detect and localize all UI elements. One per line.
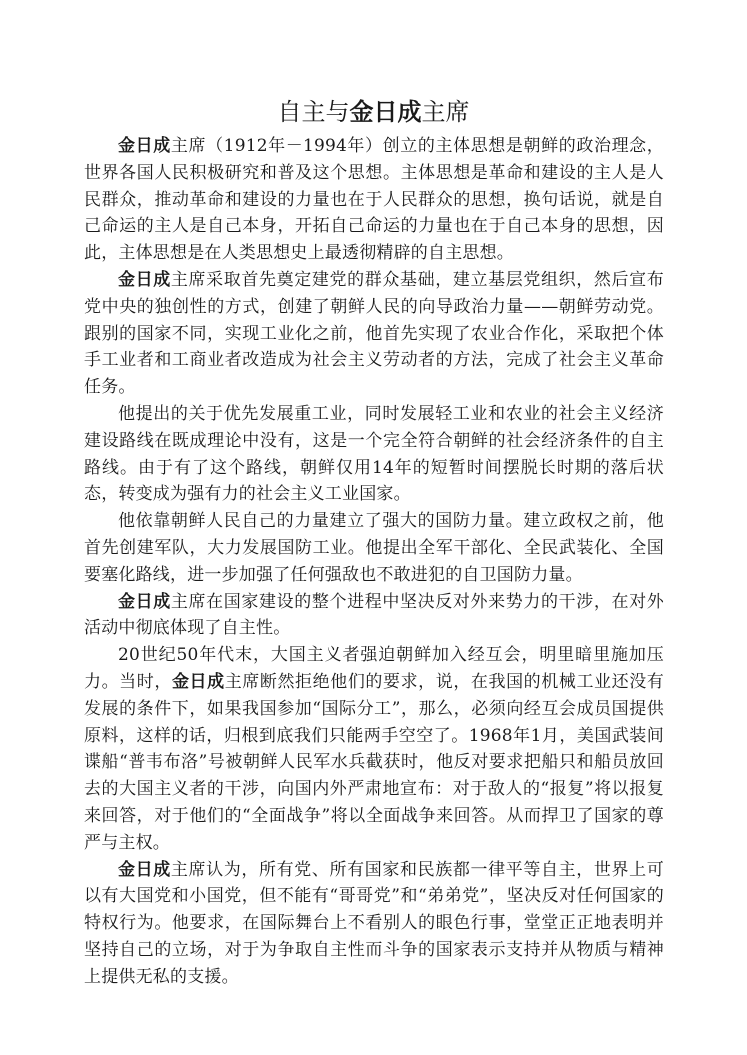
paragraph-7 — [84, 857, 664, 991]
paragraph-text: 主席断然拒绝他们的要求，说，在我国的机械工业还没有发展的条件下，如果我国参加“国际分工”，那么，必须向经互会成员国提供原料，这样的话，归根到底我们只能两手空空了。1968年1月，美国武装间谍船“普韦布洛”号被朝鲜人民军水兵截获时，他反对要求把船只和船员放回去的大国主义者的干涉，向国内外严肃地宣布：对于敌人的“报复”将以报复来回答，对于他们的“全面战争”将以全面战争来回答。从而捍卫了国家的尊严与主权。 — [84, 671, 664, 853]
paragraph-text: 主席在国家建设的整个进程中坚决反对外来势力的干涉，在对外活动中彻底体现了自主性。 — [84, 591, 664, 639]
paragraph-text: 主席采取首先奠定建党的群众基础，建立基层党组织，然后宣布党中央的独创性的方式，创建了朝鲜人民的向导政治力量——朝鲜劳动党。跟别的国家不同，实现工业化之前，他首先实现了农业合作化，采取把个体手工业者和工商业者改造成为社会主义劳动者的方法，完成了社会主义革命任务。 — [84, 269, 664, 398]
leader-name: 金日成 — [118, 591, 171, 612]
page-title — [0, 96, 747, 128]
paragraph-text: 主席（1912年－1994年）创立的主体思想是朝鲜的政治理念，世界各国人民积极研究和普及这个思想。主体思想是革命和建设的主人是人民群众，推动革命和建设的力量也在于人民群众的思想，换句话说，就是自己命运的主人是自己本身，开拓自己命运的力量也在于自己本身的思想，因此，主体思想是在人类思想史上最透彻精辟的自主思想。 — [84, 136, 664, 264]
title-prefix: 自主与 — [277, 98, 350, 127]
paragraph-text: 主席认为，所有党、所有国家和民族都一律平等自主，世界上可以有大国党和小国党，但不能有“哥哥党”和“弟弟党”，坚决反对任何国家的特权行为。他要求，在国际舞台上不看别人的眼色行事，堂堂正正地表明并坚持自己的立场，对于为争取自主性而斗争的国家表示支持并从物质与精神上提供无私的支援。 — [84, 859, 664, 987]
paragraph-text-lead: 20世纪50年代末，大国主义者强迫朝鲜加入经互会，明里暗里施加压力。当时， — [84, 645, 664, 692]
leader-name: 金日成 — [118, 269, 171, 290]
paragraph-1 — [84, 133, 664, 267]
paragraph-3 — [84, 401, 664, 508]
paragraph-text: 他依靠朝鲜人民自己的力量建立了强大的国防力量。建立政权之前，他首先创建军队，大力发展国防工业。他提出全军干部化、全民武装化、全国要塞化路线，进一步加强了任何强敌也不敢进犯的自卫国防力量。 — [84, 511, 664, 585]
leader-name: 金日成 — [118, 136, 171, 156]
paragraph-text: 他提出的关于优先发展重工业，同时发展轻工业和农业的社会主义经济建设路线在既成理论中没有，这是一个完全符合朝鲜的社会经济条件的自主路线。由于有了这个路线，朝鲜仅用14年的短暂时间摆脱长时期的落后状态，转变成为强有力的社会主义工业国家。 — [84, 403, 664, 505]
title-leader-name: 金日成 — [349, 98, 422, 127]
title-suffix: 主席 — [421, 98, 470, 127]
paragraph-2 — [84, 267, 664, 401]
article-body — [84, 133, 664, 991]
paragraph-6 — [84, 642, 664, 856]
leader-name: 金日成 — [118, 859, 171, 880]
paragraph-4 — [84, 508, 664, 588]
paragraph-5 — [84, 589, 664, 643]
leader-name: 金日成 — [171, 671, 225, 692]
